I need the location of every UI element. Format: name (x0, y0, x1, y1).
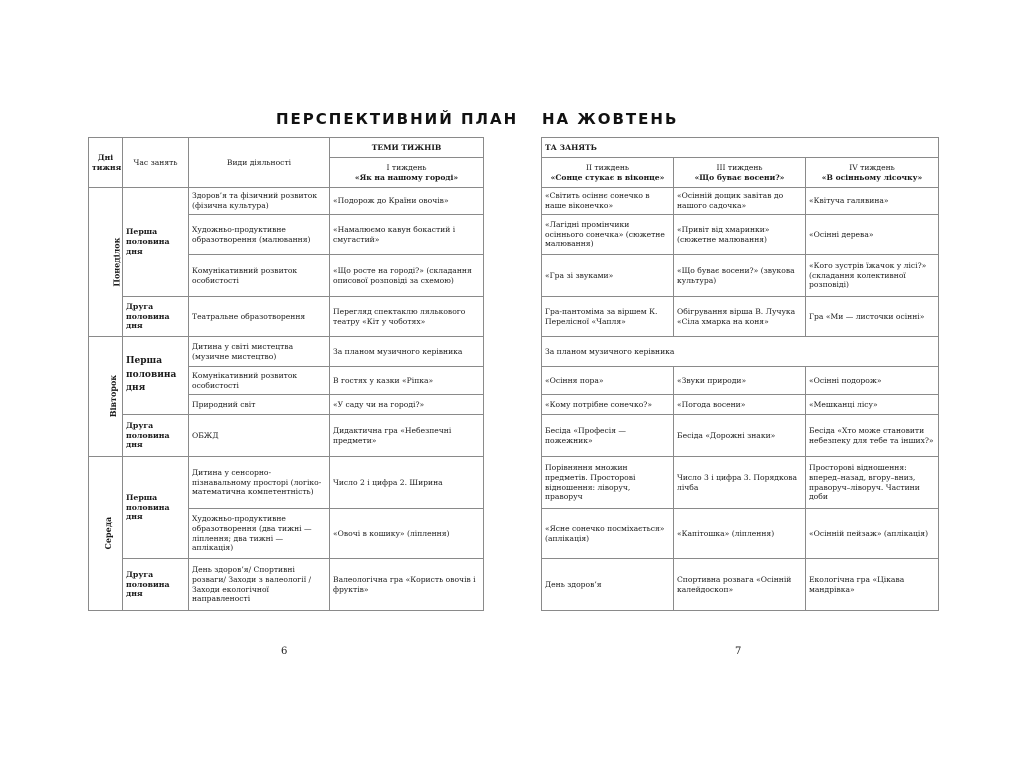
activity-cell: Театральне образотворення (189, 297, 330, 337)
week-2-cell: «Осіння пора» (542, 367, 674, 395)
week-3-cell: «Погода восени» (674, 395, 806, 415)
week-2-cell: Бесіда «Професія — пожежник» (542, 415, 674, 457)
week-2-cell: «Кому потрібне сонечко?» (542, 395, 674, 415)
week-3-theme: «Що буває восени?» (694, 172, 785, 182)
week-1-cell: Число 2 і цифра 2. Ширина (330, 457, 484, 509)
week-4-cell: «Кого зустрів їжачок у лісі?» (складання колективної розповіді) (806, 255, 939, 297)
week-1-cell: Дидактична гра «Небезпечні предмети» (330, 415, 484, 457)
table-row (542, 457, 939, 509)
week-2-title: ІІ тиждень (585, 162, 630, 172)
week-4-cell: «Осінні дерева» (806, 215, 939, 255)
table-row (542, 188, 939, 215)
week-1-cell: «Подорож до Країни овочів» (330, 188, 484, 215)
week-2-cell: «Гра зі звуками» (542, 255, 674, 297)
table-row (542, 509, 939, 559)
half-first: Перша половина дня (123, 337, 189, 415)
week-2-cell: «Світить осіннє сонечко в наше віконечко» (542, 188, 674, 215)
table-row (89, 457, 484, 509)
week-1-cell: «Що росте на городі?» (складання описової розповіді за схемою) (330, 255, 484, 297)
week-4-theme: «В осінньому лісочку» (821, 172, 923, 182)
week-3-cell: Обігрування вірша В. Лучука «Сіла хмарка на коня» (674, 297, 806, 337)
table-row (542, 337, 939, 367)
header-time: Час занять (123, 138, 189, 188)
activity-cell: Художньо-продуктивне образотворення (малювання) (189, 215, 330, 255)
week-4-title: IV тиждень (849, 162, 895, 172)
activity-cell: ОБЖД (189, 415, 330, 457)
table-row (542, 367, 939, 395)
activity-cell: Комунікативний розвиток особистості (189, 367, 330, 395)
week-2-theme: «Сонце стукає в віконце» (550, 172, 665, 182)
week-1-cell: «У саду чи на городі?» (330, 395, 484, 415)
week-3-title: ІІІ тиждень (716, 162, 763, 172)
week-4-cell: Екологічна гра «Цікава мандрівка» (806, 559, 939, 611)
table-row (542, 215, 939, 255)
table-row (89, 415, 484, 457)
table-row (542, 297, 939, 337)
page-title-left: ПЕРСПЕКТИВНИЙ ПЛАН (276, 110, 519, 128)
header-week-4 (806, 158, 939, 188)
week-1-cell: Валеологічна гра «Користь овочів і фруктів» (330, 559, 484, 611)
week-2-cell: «Ясне сонечко посміхається» (аплікація) (542, 509, 674, 559)
week-4-cell: Гра «Ми — листочки осінні» (806, 297, 939, 337)
music-plan-cell: За планом музичного керівника (542, 337, 939, 367)
week-3-cell: Число 3 і цифра 3. Порядкова лічба (674, 457, 806, 509)
week-2-cell: «Лагідні промінчики осіннього сонечка» (сюжетне малювання) (542, 215, 674, 255)
week-3-cell: Спортивна розвага «Осінній калейдоскоп» (674, 559, 806, 611)
activity-cell: Художньо-продуктивне образотворення (два тижні — ліплення; два тижні — аплікація) (189, 509, 330, 559)
page-title-right: НА ЖОВТЕНЬ (542, 110, 679, 128)
table-row (542, 255, 939, 297)
week-1-cell: Перегляд спектаклю лялькового театру «Кіт у чоботях» (330, 297, 484, 337)
week-1-cell: «Намалюємо кавун бокастий і смугастий» (330, 215, 484, 255)
header-week-2 (542, 158, 674, 188)
week-3-cell: «Капітошка» (ліплення) (674, 509, 806, 559)
week-4-cell: Просторові відношення: вперед–назад, вгору–вниз, праворуч–ліворуч. Частини доби (806, 457, 939, 509)
week-3-cell: Бесіда «Дорожні знаки» (674, 415, 806, 457)
week-1-cell: За планом музичного керівника (330, 337, 484, 367)
week-1-cell: «Овочі в кошику» (ліплення) (330, 509, 484, 559)
activity-cell: Дитина у сенсорно-пізнавальному просторі (логіко-математична компетентність) (189, 457, 330, 509)
plan-table-right (541, 137, 939, 611)
week-2-cell: Порівняння множин предметів. Просторові відношення: ліворуч, праворуч (542, 457, 674, 509)
page-number-right: 7 (735, 646, 742, 657)
day-monday: Понеділок (89, 188, 123, 337)
week-4-cell: Бесіда «Хто може становити небезпеку для тебе та інших?» (806, 415, 939, 457)
week-2-cell: День здоров’я (542, 559, 674, 611)
header-lessons: ТА ЗАНЯТЬ (542, 138, 939, 158)
activity-cell: Природний світ (189, 395, 330, 415)
header-days: Дні тижня (89, 138, 123, 188)
week-4-cell: «Мешканці лісу» (806, 395, 939, 415)
half-second: Друга половина дня (123, 297, 189, 337)
day-wednesday: Середа (89, 457, 123, 611)
table-row (89, 337, 484, 367)
week-2-cell: Гра-пантоміма за віршем К. Перелісної «Чапля» (542, 297, 674, 337)
week-3-cell: «Осінній дощик завітав до нашого садочка» (674, 188, 806, 215)
week-3-cell: «Звуки природи» (674, 367, 806, 395)
table-row (89, 559, 484, 611)
header-activity: Види діяльності (189, 138, 330, 188)
half-second: Друга половина дня (123, 559, 189, 611)
table-row (542, 395, 939, 415)
week-4-cell: «Осінній пейзаж» (аплікація) (806, 509, 939, 559)
week-3-cell: «Що буває восени?» (звукова культура) (674, 255, 806, 297)
page-number-left: 6 (281, 646, 288, 657)
week-1-theme: «Як на нашому городі» (354, 172, 459, 182)
activity-cell: Дитина у світі мистецтва (музичне мистецтво) (189, 337, 330, 367)
header-week-1 (330, 158, 484, 188)
plan-table-left (88, 137, 484, 611)
activity-cell: Комунікативний розвиток особистості (189, 255, 330, 297)
week-1-title: І тиждень (386, 162, 427, 172)
week-4-cell: «Квітуча галявина» (806, 188, 939, 215)
table-row (542, 415, 939, 457)
activity-cell: День здоров’я/ Спортивні розваги/ Заходи з валеології /Заходи екологічної направленості (189, 559, 330, 611)
table-row (89, 297, 484, 337)
table-row (89, 188, 484, 215)
header-week-3 (674, 158, 806, 188)
week-1-cell: В гостях у казки «Ріпка» (330, 367, 484, 395)
activity-cell: Здоров’я та фізичний розвиток (фізична культура) (189, 188, 330, 215)
half-second: Друга половина дня (123, 415, 189, 457)
week-4-cell: «Осінні подорож» (806, 367, 939, 395)
day-tuesday: Вівторок (89, 337, 123, 457)
half-first: Перша половина дня (123, 188, 189, 297)
week-3-cell: «Привіт від хмаринки» (сюжетне малювання) (674, 215, 806, 255)
half-first: Перша половина дня (123, 457, 189, 559)
table-row (542, 559, 939, 611)
header-themes: ТЕМИ ТИЖНІВ (330, 138, 484, 158)
